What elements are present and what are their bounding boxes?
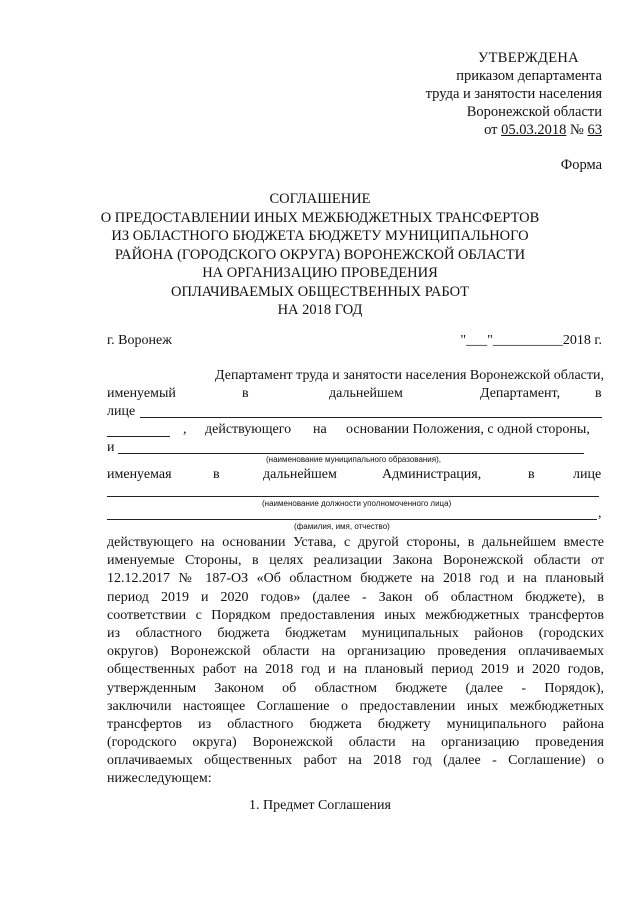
intro-l6-c: дальнейшем	[263, 467, 337, 482]
agreement-title	[0, 190, 640, 320]
body-line: именуемые Стороны, в целях реализации Закона Воронежской области от	[107, 553, 604, 569]
intro-l3: лице	[107, 404, 136, 419]
intro-l2-d: Департамент,	[480, 386, 561, 401]
intro-l6-f: лице	[573, 467, 602, 482]
approval-line-1: приказом департамента	[456, 68, 602, 84]
caption-name: (фамилия, имя, отчество)	[294, 522, 390, 531]
title-line-4: РАЙОНА (ГОРОДСКОГО ОКРУГА) ВОРОНЕЖСКОЙ ОБЛАСТИ	[114, 246, 526, 263]
intro-l5: и	[107, 440, 115, 455]
caption-municipality: (наименование муниципального образования),	[266, 455, 441, 464]
blank-line-5	[107, 519, 597, 520]
intro-l2-c: дальнейшем	[329, 386, 403, 401]
body-line: трансфертов из областного бюджета бюджету муниципального района	[107, 716, 604, 732]
intro-l2-b: в	[242, 386, 249, 401]
approval-date-prefix: от	[484, 122, 498, 138]
body-line: утвержденным Законом об областном бюджете (далее - Порядок),	[107, 680, 604, 696]
body-line: заключили настоящее Соглашение о предоставлении иных межбюджетных	[107, 698, 604, 714]
approval-line-2: труда и занятости населения	[425, 86, 602, 102]
title-line-5: НА ОРГАНИЗАЦИЮ ПРОВЕДЕНИЯ	[202, 265, 438, 281]
body-line: (городского округа) Воронежской области на организацию проведения	[107, 735, 604, 751]
approval-date-line	[484, 122, 602, 139]
body-line: период 2019 и 2020 годов» (далее - Закон об областном бюджете), в	[107, 589, 604, 605]
intro-line-1: Департамент труда и занятости населения Воронежской области,	[215, 368, 604, 383]
approval-num: 63	[587, 122, 602, 138]
section-heading-1: 1. Предмет Соглашения	[249, 798, 391, 813]
title-line-1: СОГЛАШЕНИЕ	[269, 191, 371, 207]
intro-l4-b: действующего	[205, 422, 292, 437]
date-line: "___"__________2018 г.	[460, 333, 602, 348]
intro-l6-b: в	[213, 467, 220, 482]
blank-line-4	[107, 496, 599, 497]
approval-date: 05.03.2018	[501, 122, 567, 138]
body-line: оплачиваемых общественных работ на 2018 год (далее - Соглашение) о	[107, 753, 604, 769]
approval-num-prefix: №	[570, 122, 584, 138]
blank-line-2	[107, 436, 170, 437]
body-line: округов) Воронежской области на организацию проведения оплачиваемых	[107, 644, 604, 660]
caption-position: (наименование должности уполномоченного лица)	[262, 499, 452, 508]
body-line: соответствии с Порядком предоставления иных межбюджетных трансфертов	[107, 607, 604, 623]
approval-line-3: Воронежской области	[466, 104, 602, 120]
title-line-7: НА 2018 ГОД	[277, 302, 363, 318]
blank-line-3	[118, 453, 584, 454]
title-line-3: ИЗ ОБЛАСТНОГО БЮДЖЕТА БЮДЖЕТУ МУНИЦИПАЛЬНОГО	[111, 228, 529, 244]
body-paragraph	[107, 534, 604, 789]
approval-title: УТВЕРЖДЕНА	[478, 50, 579, 66]
title-line-6: ОПЛАЧИВАЕМЫХ ОБЩЕСТВЕННЫХ РАБОТ	[171, 283, 469, 300]
body-line: действующего на основании Устава, с другой стороны, в дальнейшем вместе	[107, 535, 604, 550]
place: г. Воронеж	[107, 333, 172, 348]
intro-l6-d: Администрация,	[382, 467, 482, 482]
intro-l4-d: основании Положения, с одной стороны,	[346, 422, 590, 437]
intro-l6-e: в	[528, 467, 535, 482]
intro-l7-comma: ,	[598, 506, 602, 521]
body-line: из областного бюджета бюджетам муниципальных районов (городских	[107, 625, 604, 641]
intro-l4-c: на	[313, 422, 327, 437]
intro-l2-a: именуемый	[107, 386, 176, 401]
body-line: нижеследующем:	[107, 771, 212, 787]
body-line: 12.12.2017 № 187-ОЗ «Об областном бюджете на 2018 год и на плановый	[107, 571, 604, 587]
title-line-2: О ПРЕДОСТАВЛЕНИИ ИНЫХ МЕЖБЮДЖЕТНЫХ ТРАНСФЕРТОВ	[100, 209, 540, 226]
body-line: общественных работ на 2018 год и на плановый период 2019 и 2020 годов,	[107, 662, 604, 678]
intro-l6-a: именуемая	[107, 467, 172, 482]
intro-l2-e: в	[595, 386, 602, 401]
form-label: Форма	[560, 157, 602, 173]
intro-l4-a: ,	[183, 422, 187, 437]
blank-line-1	[140, 417, 602, 418]
